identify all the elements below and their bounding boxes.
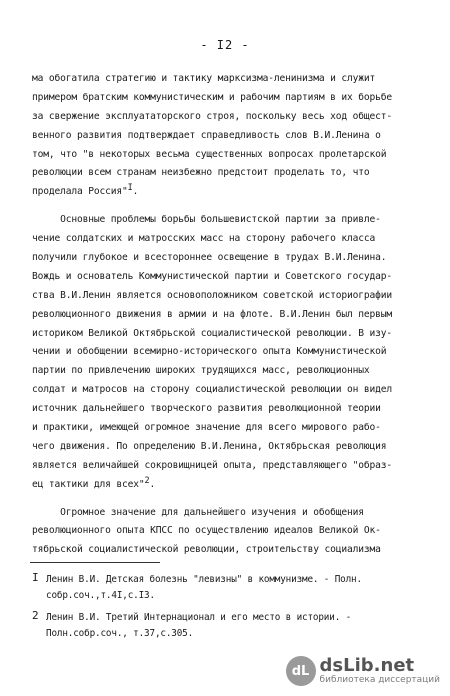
footnote-line (32, 570, 427, 588)
dslib-logo-icon: dL (286, 656, 316, 686)
paragraph-3 (32, 504, 427, 561)
text-line (32, 183, 427, 202)
watermark-name: dsLib.net (319, 654, 415, 676)
footnote-mark: I (32, 571, 39, 584)
text-line: том, что "в некоторых весьма существенных вопросах пролетарской (32, 148, 387, 160)
paragraph-1 (32, 70, 427, 202)
text-line: является величайшей сокровищницей опыта, представляющего "образ- (32, 459, 393, 471)
text-line: тябрьской социалистической революции, строительству социализма (32, 544, 381, 556)
text-span: ец тактики для всех" (32, 478, 145, 490)
text-line: партии по привлечению широких трудящихся масс, революционных (32, 365, 370, 377)
text-line: революции всем странам неизбежно предстоит проделать то, что (32, 167, 370, 179)
page-number: - I2 - (200, 38, 250, 52)
text-line: ма обогатила стратегию и тактику марксизма-ленинизма и служит (32, 73, 376, 84)
footnote-reference-2[interactable]: 2 (144, 475, 150, 486)
text-line: Вождь и основатель Коммунистической партии и Советского государ- (32, 270, 393, 282)
footnotes (32, 570, 427, 642)
watermark[interactable] (286, 656, 440, 686)
footnote-line (32, 608, 427, 626)
footnote-line (32, 626, 427, 642)
sentence-end: . (149, 478, 156, 490)
text-line: источник дальнейшего творческого развития революционной теории (32, 403, 381, 415)
footnote-separator (30, 562, 160, 563)
footnote-2 (32, 608, 427, 642)
footnote-text: Ленин В.И. Детская болезнь "левизны" в коммунизме. - Полн. (46, 574, 362, 585)
paragraph-2 (32, 211, 427, 494)
text-line (32, 476, 427, 495)
text-line: чение солдатских и матросских масс на сторону рабочего класса (32, 233, 376, 245)
watermark-subtitle: библиотека диссертаций (319, 674, 440, 685)
text-line: за свержение эксплуататорского строя, поскольку весь ход общест- (32, 110, 393, 122)
body-text (32, 70, 427, 560)
text-line: и практики, имеющей огромное значение для всего мирового рабо- (32, 422, 381, 434)
text-line: солдат и матросов на сторону социалистической революции он видел (32, 384, 393, 396)
text-line: ства В.И.Ленин является основоположником советской историографии (32, 289, 393, 301)
text-span: проделала Россия" (32, 186, 128, 198)
text-line: революционного опыта КПСС по осуществлению идеалов Великой Ок- (32, 525, 381, 537)
footnote-mark: 2 (32, 609, 39, 622)
footnote-1 (32, 570, 427, 604)
sentence-end: . (132, 186, 139, 198)
text-line: примером братским коммунистическим и рабочим партиям в их борьбе (32, 91, 393, 103)
footnote-text: Ленин В.И. Третий Интернационал и его место в истории. - (46, 612, 352, 623)
text-line: Огромное значение для дальнейшего изучения и обобщения (32, 506, 364, 518)
text-line: революционного движения в армии и на флоте. В.И.Ленин был первым (32, 308, 393, 320)
text-line: Основные проблемы борьбы большевистской партии за привле- (32, 214, 381, 226)
footnote-reference-1[interactable]: I (127, 183, 133, 194)
text-line: венного развития подтверждает справедливость слов В.И.Ленина о (32, 129, 381, 141)
text-line: историком Великой Октябрьской социалистической революции. В изу- (32, 327, 393, 339)
text-line: чего движения. По определению В.И.Ленина, Октябрьская революция (32, 440, 387, 452)
footnote-text: собр.соч.,т.4I,с.I3. (46, 590, 155, 601)
footnote-line (32, 588, 427, 604)
footnote-text: Полн.собр.соч., т.37,с.305. (46, 628, 194, 639)
text-line: получили глубокое и всестороннее освещение в трудах В.И.Ленина. (32, 252, 387, 264)
text-line: чении и обобщении всемирно-исторического опыта Коммунистической (32, 346, 387, 358)
